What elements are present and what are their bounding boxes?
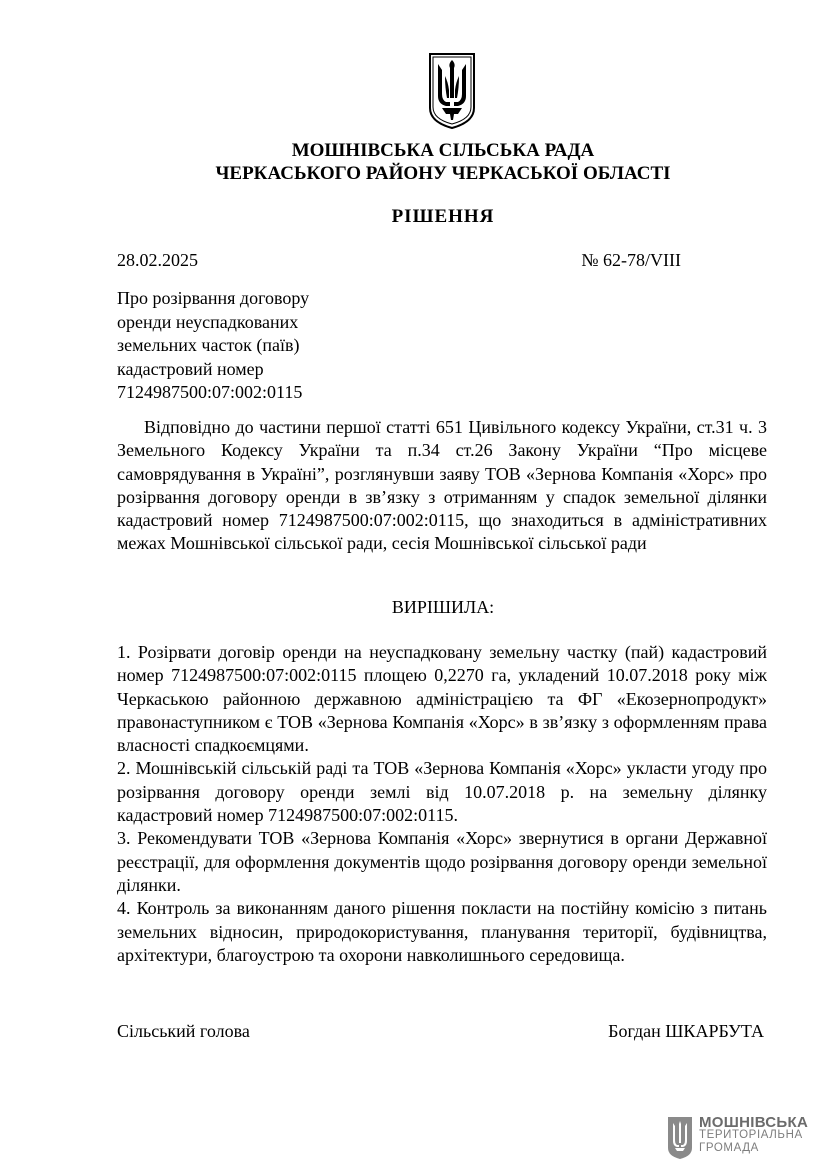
subject-line: земельних часток (паїв): [117, 335, 300, 356]
watermark-subtitle: ГРОМАДА: [699, 1142, 759, 1154]
subject-line: 7124987500:07:002:0115: [117, 382, 303, 403]
decision-subject: [117, 287, 377, 405]
coat-of-arms-icon: [428, 52, 476, 130]
community-watermark: [666, 1116, 816, 1162]
document-title: РІШЕННЯ: [391, 206, 495, 227]
trident-icon: [666, 1116, 694, 1160]
decision-items: [117, 641, 767, 967]
decision-item: 3. Рекомендувати ТОВ «Зернова Компанія «Хорс» звернутися в органи Державної реєстрації, для оформлення документів щодо розірвання договору оренди земельної ділянки.: [117, 828, 767, 895]
decision-date: 28.02.2025: [117, 250, 198, 270]
signatory-name: Богдан ШКАРБУТА: [608, 1021, 764, 1041]
decision-item: 1. Розірвати договір оренди на неуспадковану земельну частку (пай) кадастровий номер 7124987500:07:002:0115 площею 0,2270 га, укладений 10.07.2018 року між Черкаською районною державною адміністрацією та ФГ «Екозернопродукт» правонаступником є ТОВ «Зернова Компанія «Хорс» в зв’язку з оформленням права власності спадкоємцями.: [117, 642, 767, 756]
preamble-paragraph: Відповідно до частини першої статті 651 Цивільного кодексу України, ст.31 ч. 3 Земельного Кодексу України та п.34 ст.26 Закону України “Про місцеве самоврядування в Україні”, розглянувши заяву ТОВ «Зернова Компанія «Хорс» про розірвання договору оренди в зв’язку з отриманням у спадок земельної ділянки кадастровий номер 7124987500:07:002:0115, що знаходиться в адміністративних межах Мошнівської сільської ради, сесія Мошнівської сільської ради: [117, 417, 767, 554]
watermark-name: МОШНІВСЬКА: [699, 1114, 809, 1131]
council-region: ЧЕРКАСЬКОГО РАЙОНУ ЧЕРКАСЬКОЇ ОБЛАСТІ: [215, 163, 671, 184]
subject-line: кадастровий номер: [117, 358, 264, 379]
decision-item: 4. Контроль за виконанням даного рішення покласти на постійну комісію з питань земельних відносин, природокористування, планування території, будівництва, архітектури, благоустрою та охорони навколишнього середовища.: [117, 898, 767, 965]
watermark-text: [699, 1116, 808, 1155]
watermark-subtitle: ТЕРИТОРІАЛЬНА: [699, 1129, 803, 1141]
resolved-heading: ВИРІШИЛА:: [391, 597, 495, 617]
signatory-position: Сільський голова: [117, 1021, 250, 1041]
decision-item: 2. Мошнівській сільській раді та ТОВ «Зернова Компанія «Хорс» укласти угоду про розірвання договору оренди землі від 10.07.2018 р. на земельну ділянку кадастровий номер 7124987500:07:002:0115.: [117, 758, 767, 826]
subject-line: Про розірвання договору: [117, 288, 310, 308]
council-name: МОШНІВСЬКА СІЛЬСЬКА РАДА: [291, 140, 595, 161]
decision-number: № 62-78/VIII: [581, 250, 681, 270]
subject-line: оренди неуспадкованих: [117, 311, 299, 332]
